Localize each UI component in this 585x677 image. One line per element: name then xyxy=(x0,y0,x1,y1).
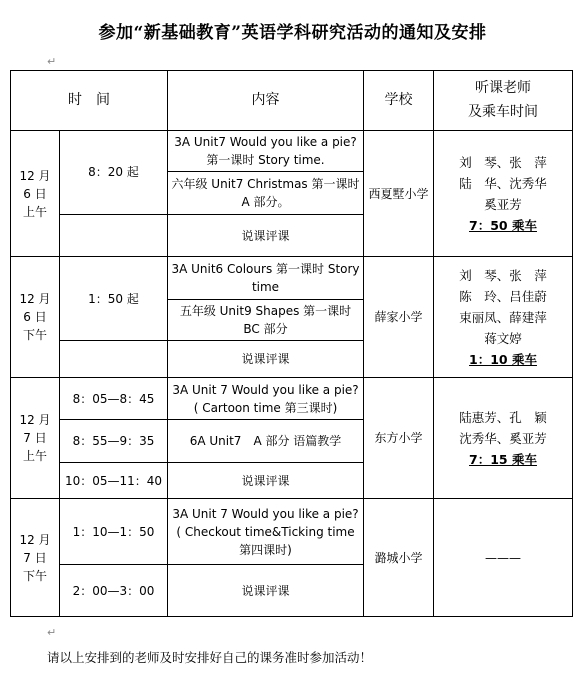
date-month: 12 月 xyxy=(19,168,51,183)
header-time: 时 间 xyxy=(11,71,168,131)
date-half: 上午 xyxy=(22,449,47,464)
session-date xyxy=(11,377,60,499)
ride-time: 1：10 乘车 xyxy=(469,351,537,367)
table-header-row xyxy=(11,71,573,131)
teacher-line: 刘 琴、张 萍 xyxy=(459,267,547,283)
table-row xyxy=(11,499,573,565)
school-cell: 东方小学 xyxy=(364,377,434,499)
date-day: 6 日 xyxy=(23,310,47,325)
table-row xyxy=(11,130,573,172)
school-cell: 西夏墅小学 xyxy=(364,130,434,257)
teacher-line: 陈 玲、吕佳蔚 xyxy=(459,288,547,304)
date-half: 下午 xyxy=(22,328,47,343)
teacher-line: 沈秀华、奚亚芳 xyxy=(459,430,547,446)
teacher-line: 陆惠芳、孔 颖 xyxy=(459,409,547,425)
session-time-blank xyxy=(60,341,168,377)
lesson-cell: 五年级 Unit9 Shapes 第一课时 BC 部分 xyxy=(168,299,364,341)
teacher-line: 束丽凤、薛建萍 xyxy=(459,309,547,325)
header-listeners-line1: 听课老师 xyxy=(475,80,531,97)
review-cell: 说课评课 xyxy=(168,214,364,257)
teacher-line: 蒋文婷 xyxy=(484,330,522,346)
listeners-cell xyxy=(434,377,573,499)
paragraph-mark: ↵ xyxy=(47,626,57,639)
page-title: 参加“新基础教育”英语学科研究活动的通知及安排 xyxy=(98,23,487,43)
school-cell: 薛家小学 xyxy=(364,257,434,378)
lesson-cell: 3A Unit6 Colours 第一课时 Story time xyxy=(168,257,364,300)
session-time: 8：05—8：45 xyxy=(60,377,168,420)
session-time-blank xyxy=(60,214,168,257)
session-time: 1：10—1：50 xyxy=(60,499,168,565)
footer-note: 请以上安排到的老师及时安排好自己的课务准时参加活动！ xyxy=(47,650,373,665)
header-listeners xyxy=(434,71,573,131)
header-school: 学校 xyxy=(364,71,434,131)
teacher-line: 陆 华、沈秀华 xyxy=(459,175,547,191)
date-month: 12 月 xyxy=(19,292,51,307)
date-day: 7 日 xyxy=(23,431,47,446)
session-date xyxy=(11,499,60,617)
table-row xyxy=(11,377,573,420)
review-cell: 说课评课 xyxy=(168,341,364,377)
date-day: 6 日 xyxy=(23,186,47,201)
ride-time: 7：50 乘车 xyxy=(469,217,537,233)
session-time: 8：55—9：35 xyxy=(60,420,168,463)
review-cell: 说课评课 xyxy=(168,462,364,498)
school-cell: 潞城小学 xyxy=(364,499,434,617)
lesson-cell: 3A Unit7 Would you like a pie? 第一课时 Story time. xyxy=(168,130,364,172)
table-row xyxy=(11,257,573,300)
header-content: 内容 xyxy=(168,71,364,131)
lesson-cell: 3A Unit 7 Would you like a pie?( Cartoon time 第三课时) xyxy=(168,377,364,420)
review-cell: 说课评课 xyxy=(168,565,364,617)
teacher-line: 刘 琴、张 萍 xyxy=(459,154,547,170)
session-time: 10：05—11：40 xyxy=(60,462,168,498)
listeners-cell xyxy=(434,257,573,378)
session-date xyxy=(11,257,60,378)
session-time: 1：50 起 xyxy=(60,257,168,341)
schedule-table xyxy=(10,70,573,617)
lesson-cell: 3A Unit 7 Would you like a pie?( Checkout time&Ticking time 第四课时) xyxy=(168,499,364,565)
lesson-cell: 6A Unit7 A 部分 语篇教学 xyxy=(168,420,364,463)
header-listeners-line2: 及乘车时间 xyxy=(468,104,538,121)
session-time: 8：20 起 xyxy=(60,130,168,214)
date-month: 12 月 xyxy=(19,413,51,428)
ride-time: 7：15 乘车 xyxy=(469,451,537,467)
date-half: 下午 xyxy=(22,568,47,583)
teacher-line: 奚亚芳 xyxy=(484,196,522,212)
paragraph-mark: ↵ xyxy=(47,55,57,68)
session-date xyxy=(11,130,60,257)
listeners-cell xyxy=(434,130,573,257)
date-day: 7 日 xyxy=(23,550,47,565)
date-month: 12 月 xyxy=(19,532,51,547)
date-half: 上午 xyxy=(22,204,47,219)
listeners-cell xyxy=(434,499,573,617)
lesson-cell: 六年级 Unit7 Christmas 第一课时 A 部分。 xyxy=(168,172,364,215)
session-time: 2：00—3：00 xyxy=(60,565,168,617)
empty-placeholder: ——— xyxy=(485,550,521,565)
